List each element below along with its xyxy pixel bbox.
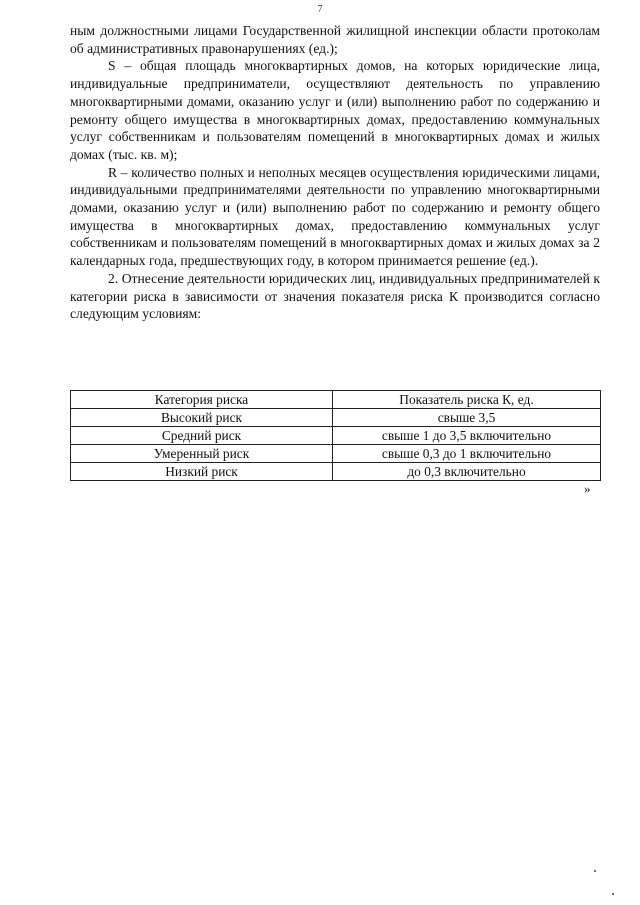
table-row [71,463,601,481]
body-text [70,22,600,323]
risk-category-table [70,390,601,481]
scan-speck [594,870,596,872]
table-cell-category: Средний риск [71,427,333,445]
table-row [71,409,601,427]
table-cell-indicator: до 0,3 включительно [333,463,601,481]
scan-speck [612,893,614,895]
paragraph-item-2: 2. Отнесение деятельности юридических лиц, индивидуальных предпринимателей к категории риска в зависимости от значения показателя риска К производится согласно следующим условиям: [70,270,600,322]
table-cell-indicator: свыше 0,3 до 1 включительно [333,445,601,463]
table-row [71,427,601,445]
table-cell-indicator: свыше 1 до 3,5 включительно [333,427,601,445]
table-cell-category: Высокий риск [71,409,333,427]
table-header-cell: Категория риска [71,391,333,409]
table-cell-category: Умеренный риск [71,445,333,463]
table-header-cell: Показатель риска К, ед. [333,391,601,409]
paragraph-r-definition: R – количество полных и неполных месяцев осуществления юридическими лицами, индивидуальными предпринимателями деятельности по управлению многоквартирными домами, оказанию услуг и (или) выполнению работ по содержанию и ремонту общего имущества в многоквартирных домах, предоставлению коммунальных услуг собственникам и пользователям помещений в многоквартирных домах и жилых домах за 2 календарных года, предшествующих году, в котором принимается решение (ед.). [70,164,600,269]
closing-quote: » [584,481,591,496]
table-cell-category: Низкий риск [71,463,333,481]
table-row [71,445,601,463]
table-cell-indicator: свыше 3,5 [333,409,601,427]
page-number: 7 [317,4,323,15]
paragraph-continuation: ным должностными лицами Государственной жилищной инспекции области протоколам об административных правонарушениях (ед.); [70,23,600,56]
paragraph-s-definition: S – общая площадь многоквартирных домов, на которых юридические лица, индивидуальные предприниматели, осуществляют деятельность по управлению многоквартирными домами, оказанию услуг и (или) выполнению работ по содержанию и ремонту общего имущества в многоквартирных домах, предоставлению коммунальных услуг собственникам и пользователям помещений в многоквартирных домах и жилых домах (тыс. кв. м); [70,58,600,162]
table-header-row [71,391,601,409]
